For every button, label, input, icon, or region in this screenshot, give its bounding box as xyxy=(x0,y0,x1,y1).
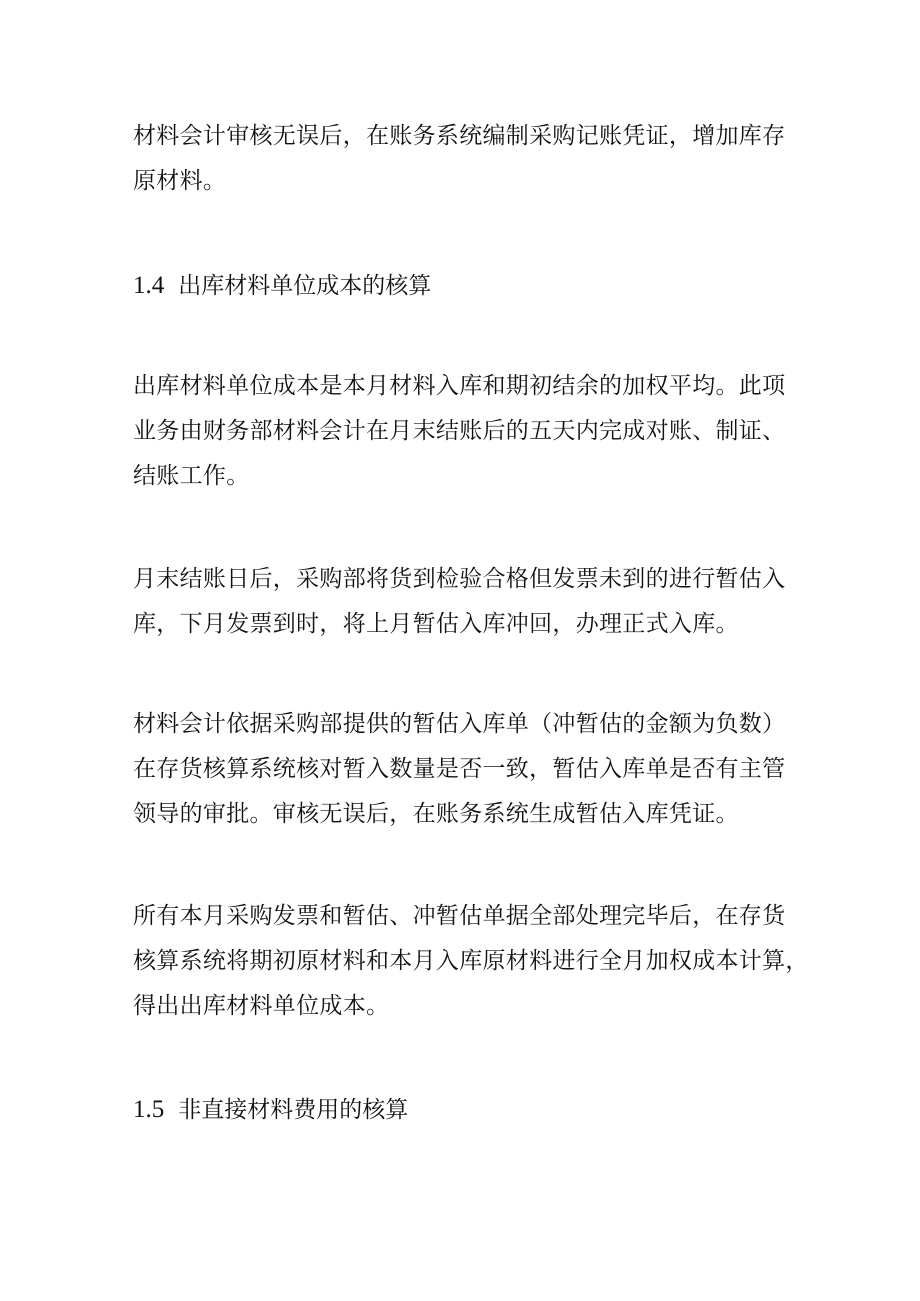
paragraph-purchase-voucher xyxy=(133,114,813,204)
paragraph-line: 得出出库材料单位成本。 xyxy=(133,993,390,1019)
paragraph-unit-cost xyxy=(133,364,813,499)
section-title: 出库材料单位成本的核算 xyxy=(178,273,432,299)
paragraph-line: 材料会计审核无误后，在账务系统编制采购记账凭证，增加库存 xyxy=(133,123,786,149)
paragraph-line: 核算系统将期初原材料和本月入库原材料进行全月加权成本计算， xyxy=(133,948,809,974)
paragraph-line: 原材料。 xyxy=(133,168,227,194)
paragraph-line: 材料会计依据采购部提供的暂估入库单（冲暂估的金额为负数） xyxy=(133,711,786,737)
paragraph-provisional-review xyxy=(133,702,813,837)
paragraph-provisional-entry xyxy=(133,557,813,647)
paragraph-line: 在存货核算系统核对暂入数量是否一致，暂估入库单是否有主管 xyxy=(133,756,786,782)
paragraph-line: 所有本月采购发票和暂估、冲暂估单据全部处理完毕后，在存货 xyxy=(133,903,786,929)
section-heading-1-5 xyxy=(133,1087,408,1133)
section-number: 1.5 xyxy=(133,1096,165,1123)
section-number: 1.4 xyxy=(133,272,165,299)
paragraph-line: 库，下月发票到时，将上月暂估入库冲回，办理正式入库。 xyxy=(133,611,739,637)
paragraph-line: 月末结账日后，采购部将货到检验合格但发票未到的进行暂估入 xyxy=(133,566,786,592)
section-title: 非直接材料费用的核算 xyxy=(178,1097,409,1123)
paragraph-line: 出库材料单位成本是本月材料入库和期初结余的加权平均。此项 xyxy=(133,373,786,399)
paragraph-line: 结账工作。 xyxy=(133,463,250,489)
paragraph-weighted-cost xyxy=(133,894,813,1029)
paragraph-line: 业务由财务部材料会计在月末结账后的五天内完成对账、制证、 xyxy=(133,418,786,444)
section-heading-1-4 xyxy=(133,263,431,309)
paragraph-line: 领导的审批。审核无误后，在账务系统生成暂估入库凭证。 xyxy=(133,801,739,827)
